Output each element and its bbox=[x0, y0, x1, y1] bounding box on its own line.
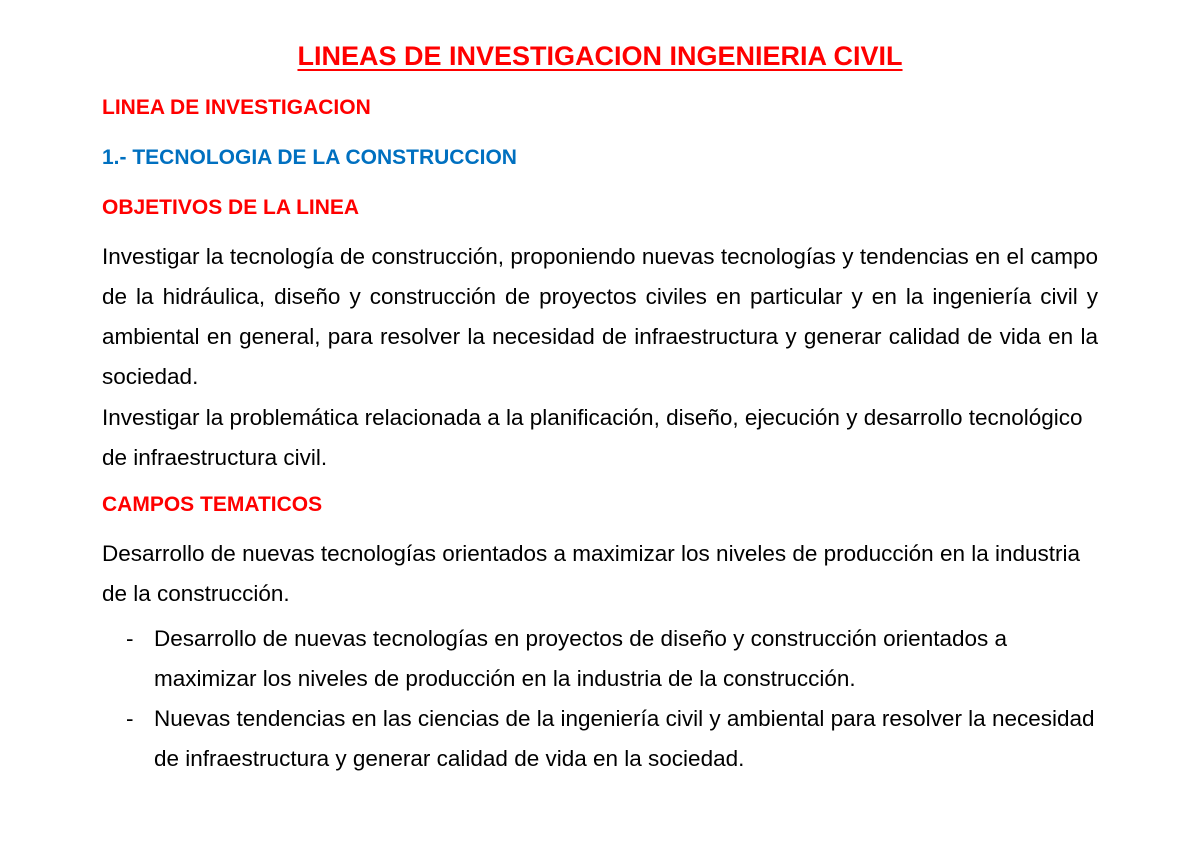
bullet-text: Nuevas tendencias en las ciencias de la ingeniería civil y ambiental para resolver la necesidad de infraestructura y generar calidad de vida en la sociedad. bbox=[154, 706, 1095, 771]
objectives-heading: OBJETIVOS DE LA LINEA bbox=[102, 196, 360, 219]
list-item bbox=[102, 699, 1102, 779]
bullet-marker: - bbox=[126, 626, 134, 651]
document-title: LINEAS DE INVESTIGACION INGENIERIA CIVIL bbox=[297, 41, 903, 71]
line-name: 1.- TECNOLOGIA DE LA CONSTRUCCION bbox=[102, 146, 517, 169]
objective-paragraph-1: Investigar la tecnología de construcción, proponiendo nuevas tecnologías y tendencias en el campo de la hidráulica, diseño y construcción de proyectos civiles en particular y en la ingeniería civil y ambiental en general, para resolver la necesidad de infraestructura y generar calidad de vida en la sociedad. bbox=[102, 244, 1098, 389]
line-label: LINEA DE INVESTIGACION bbox=[102, 96, 371, 119]
fields-heading: CAMPOS TEMATICOS bbox=[102, 493, 323, 516]
fields-bullet-list bbox=[102, 619, 1102, 779]
fields-intro: Desarrollo de nuevas tecnologías orientados a maximizar los niveles de producción en la industria de la construcción. bbox=[102, 541, 1081, 606]
list-item bbox=[102, 619, 1102, 699]
objective-paragraph-2: Investigar la problemática relacionada a la planificación, diseño, ejecución y desarrollo tecnológico de infraestructura civil. bbox=[102, 405, 1083, 470]
bullet-marker: - bbox=[126, 706, 134, 731]
bullet-text: Desarrollo de nuevas tecnologías en proyectos de diseño y construcción orientados a maximizar los niveles de producción en la industria de la construcción. bbox=[154, 626, 1008, 691]
